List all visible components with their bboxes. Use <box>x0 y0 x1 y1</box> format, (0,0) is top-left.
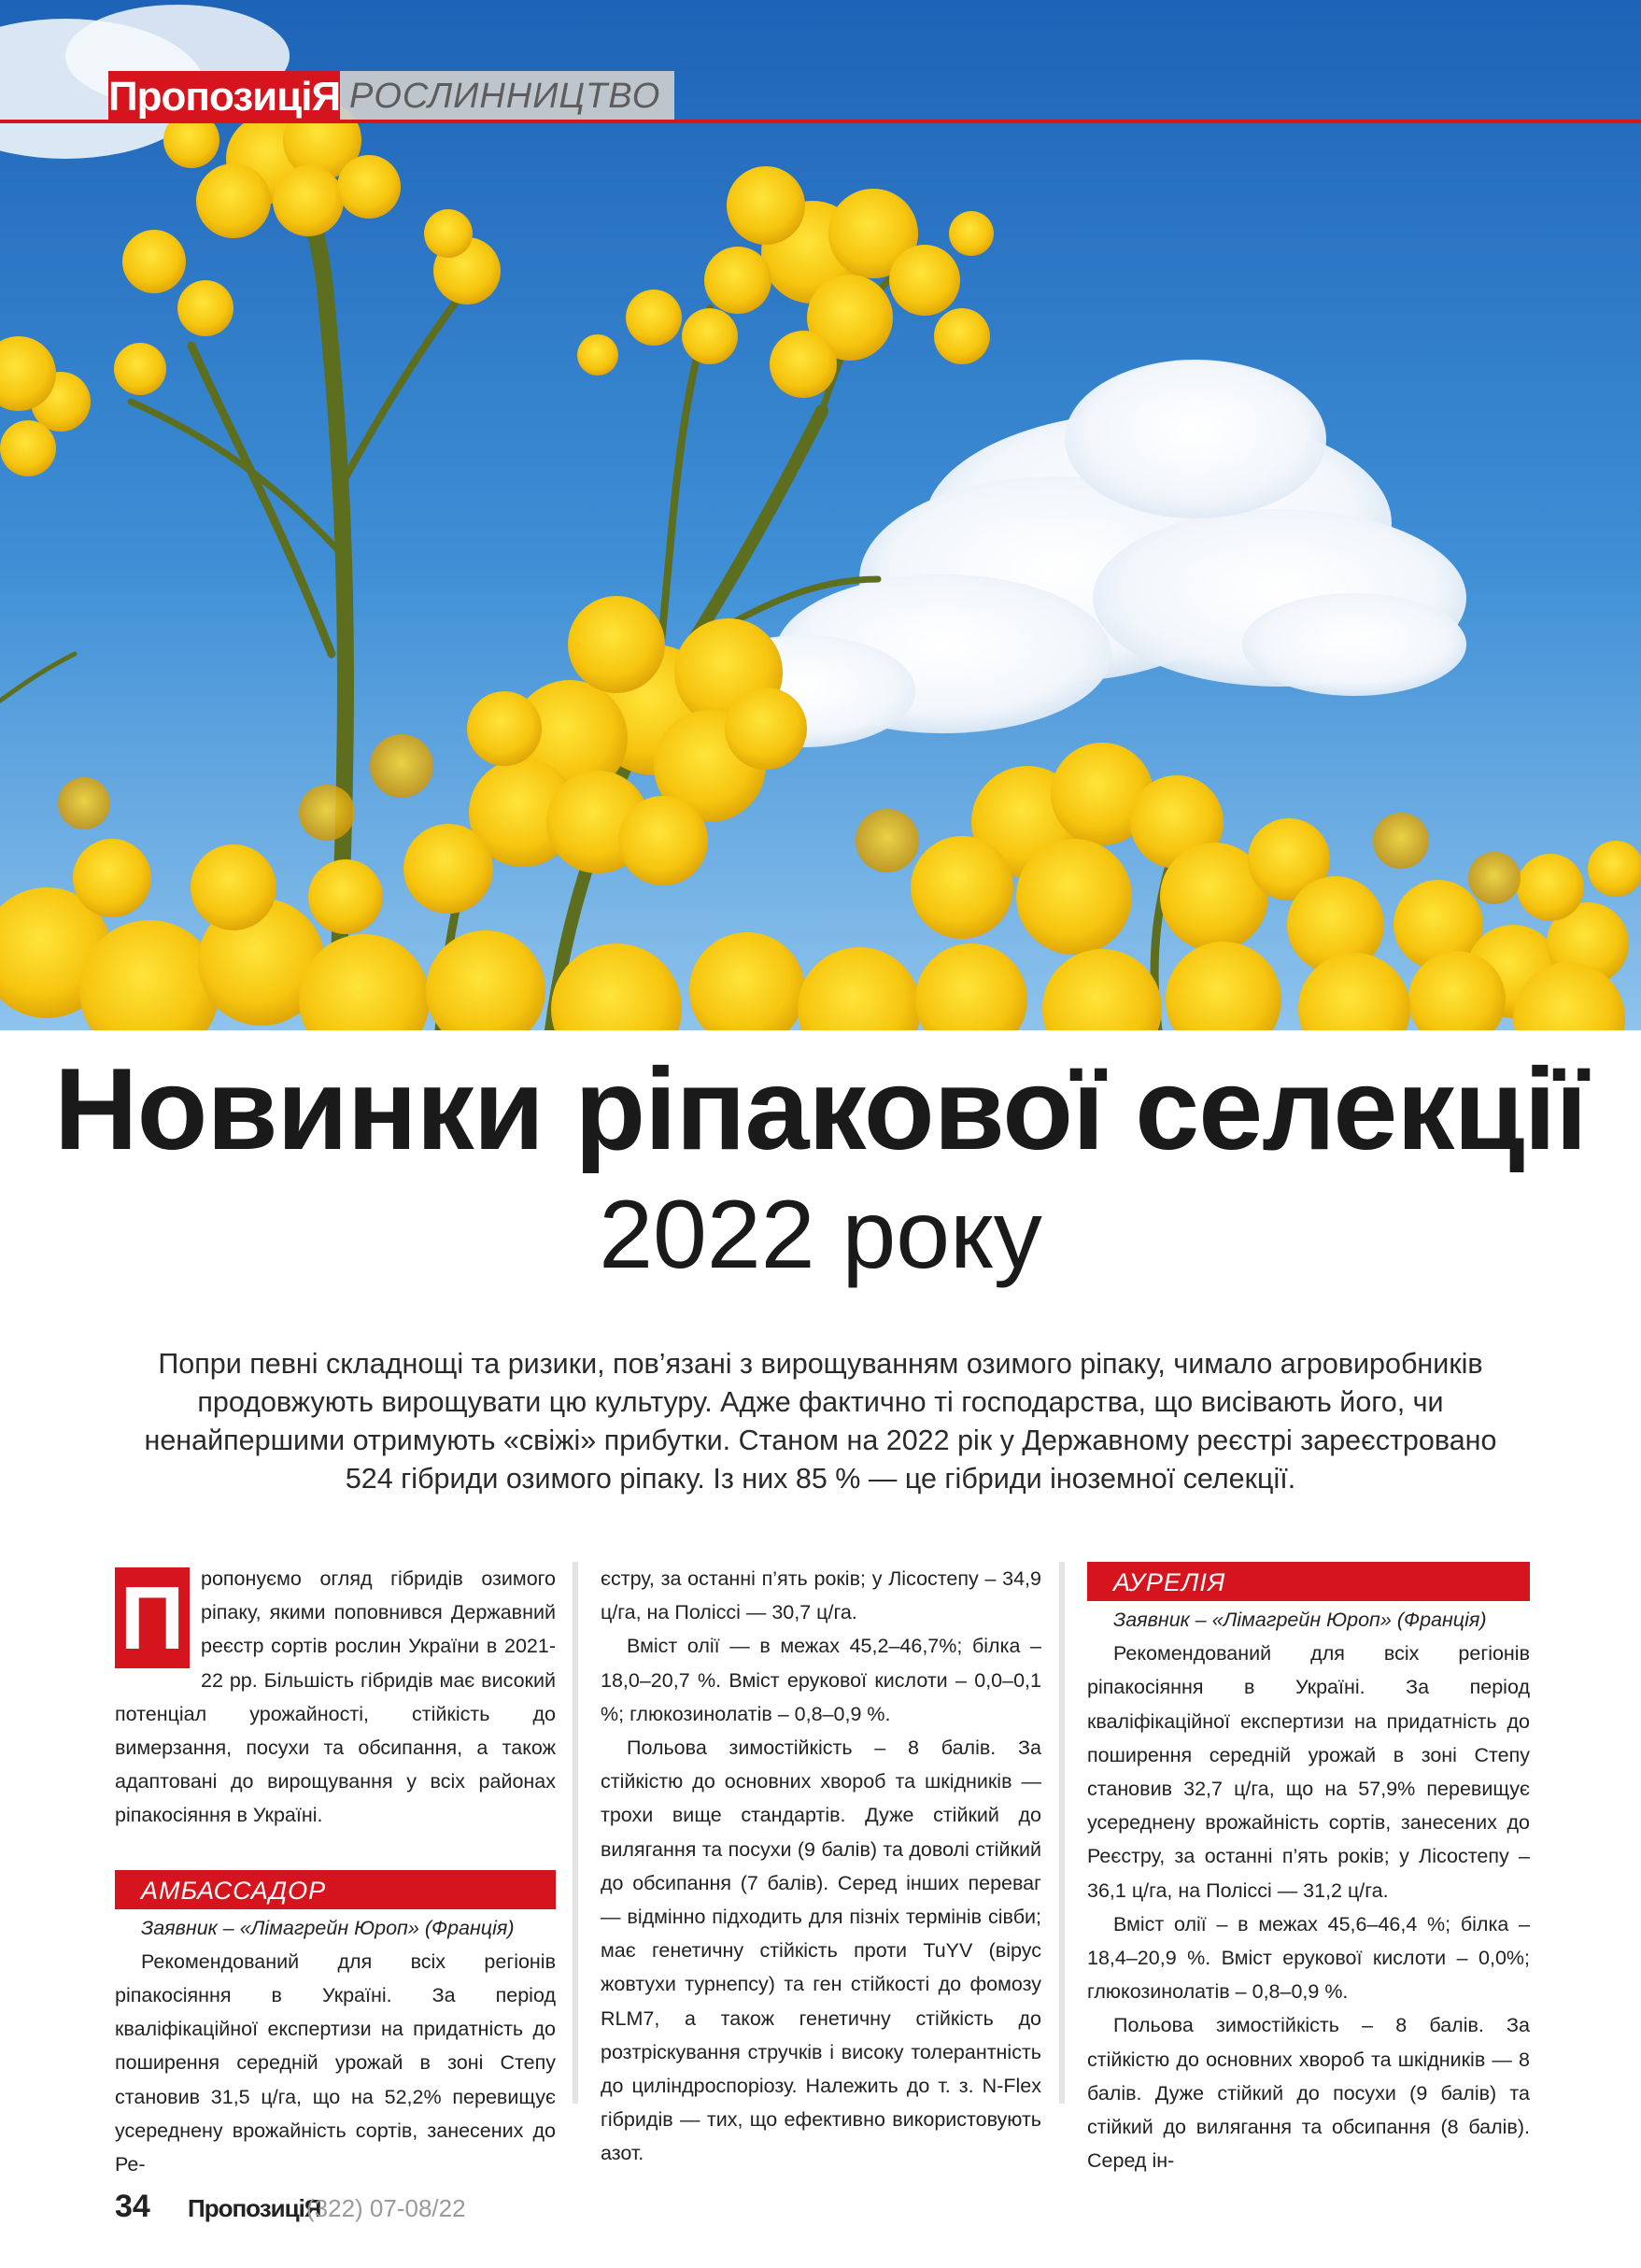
footer-logo: ПропозиціЯ <box>188 2194 321 2222</box>
hybrid-heading-aurelia: АУРЕЛІЯ <box>1087 1562 1530 1601</box>
body-paragraph: єстру, за останні п’ять років; у Лісостепу – 34,9 ц/га, на Поліссі — 30,7 ц/га. <box>601 1567 1041 1624</box>
intro-paragraph: ропонуємо огляд гібридів озимого ріпаку, якими поповнився Державний реєстр сортів рослин України в 2021-22 рр. Більшість гібридів має високий потенціал урожайності, стійкість до вимерзання, посухи та обсипання, а також адаптовані до вирощування у всіх районах ріпакосіяння в Україні. <box>115 1567 556 1827</box>
column-divider <box>1059 1562 1065 2104</box>
masthead <box>0 71 1641 125</box>
applicant-line: Заявник – «Лімагрейн Юроп» (Франція) <box>141 1916 515 1939</box>
article-title-year: 2022 року <box>599 1181 1042 1289</box>
article-title: Новинки ріпакової селекції <box>54 1045 1587 1174</box>
drop-cap: П <box>115 1567 190 1668</box>
body-paragraph: Рекомендований для всіх регіонів ріпакосіяння в Україні. За період кваліфікаційної експертизи на придатність до поширення середній урожай в зоні Степу становив 31,5 ц/га, що на 52,2% перевищує усереднену врожайність сортів, занесених до Ре- <box>115 1949 556 2176</box>
rapeseed-flowers-photo <box>0 0 1641 1030</box>
section-label: РОСЛИННИЦТВО <box>340 71 674 120</box>
issue-number: (322) 07-08/22 <box>306 2194 466 2222</box>
column-divider <box>573 1562 578 2104</box>
column-1 <box>115 1562 556 2181</box>
body-paragraph: Вміст олії – в межах 45,6–46,4 %; білка – 18,4–20,9 %. Вміст ерукової кислоти – 0,0%; глюкозинолатів – 0,8–0,9 %. <box>1087 1912 1530 2004</box>
hero-photo <box>0 0 1641 1030</box>
body-paragraph: Рекомендований для всіх регіонів ріпакосіяння в Україні. За період кваліфікаційної експертизи на придатність до поширення середній урожай в зоні Степу становив 32,7 ц/га, що на 57,9% перевищує усереднену врожайність сортів, занесених до Реєстру, за останні п’ять років; у Лісостепу – 36,1 ц/га, на Поліссі — 31,2 ц/га. <box>1087 1642 1530 1902</box>
magazine-logo: ПропозиціЯ <box>108 71 340 123</box>
applicant-line: Заявник – «Лімагрейн Юроп» (Франція) <box>1113 1609 1487 1631</box>
body-paragraph: Польова зимостійкість – 8 балів. За стійкістю до основних хвороб та шкідників — трохи вище стандартів. Дуже стійкий до вилягання та посухи (9 балів) та доволі стійкий до обсипання (7 балів). Серед інших переваг — відмінно підходить для пізніх термінів сівби; має генетичну стійкість проти TuYV (вірус жовтухи турнепсу) та ген стійкості до фомозу RLM7, а також генетичну стійкість до розтріскування стручків і високу толерантність до циліндроспоріозу. Належить до т. з. N-Flex гібридів — тих, що ефективно використовують азот. <box>601 1736 1041 2165</box>
hybrid-heading-ambassador: АМБАССАДОР <box>115 1870 556 1909</box>
body-paragraph: Вміст олії — в межах 45,2–46,7%; білка – 18,0–20,7 %. Вміст ерукової кислоти – 0,0–0,1 %; глюкозинолатів – 0,8–0,9 %. <box>601 1635 1041 1725</box>
article-lead: Попри певні складнощі та ризики, пов’язані з вирощуванням озимого ріпаку, чимало агровиробників продовжують вирощувати цю культуру. Адже фактично ті господарства, що висівають його, чи ненайпершими отримують «свіжі» прибутки. Станом на 2022 рік у Державному реєстрі зареєстровано 524 гібриди озимого ріпаку. Із них 85 % — це гібриди іноземної селекції. <box>144 1348 1497 1495</box>
column-2 <box>601 1562 1041 2171</box>
column-3 <box>1087 1562 1530 2177</box>
body-paragraph: Польова зимостійкість – 8 балів. За стійкістю до основних хвороб та шкідників — 8 балів. Дуже стійкий до посухи (9 балів) та стійкий до вилягання та обсипання (8 балів). Серед ін- <box>1087 2014 1530 2173</box>
page-number: 34 <box>115 2189 150 2224</box>
